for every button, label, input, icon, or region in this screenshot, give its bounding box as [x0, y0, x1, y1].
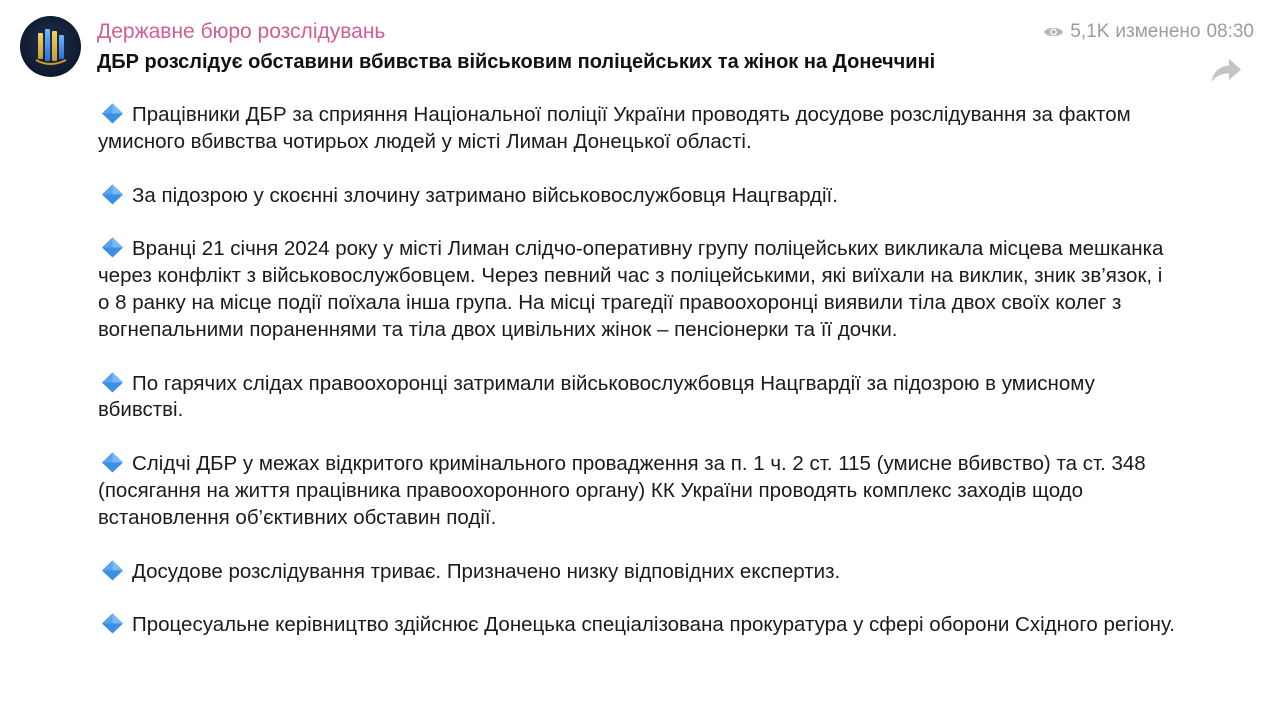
paragraph	[98, 559, 1178, 586]
blue-diamond-icon	[101, 452, 124, 473]
paragraph	[98, 236, 1178, 343]
paragraph-text: Вранці 21 січня 2024 року у місті Лиман слідчо-оперативну групу поліцейських викликала місцева мешканка через конфлікт з військовослужбовцем. Через певний час з поліцейськими, які виїхали на виклик, зник зв’язок, і о 8 ранку на місце події поїхала інша група. На місці трагедії правоохоронці виявили тіла двох своїх колег з вогнепальними пораненнями та тіла двох цивільних жінок – пенсіонерки та її дочки.	[98, 237, 1164, 341]
post-time: 08:30	[1206, 21, 1254, 42]
paragraph-text: Досудове розслідування триває. Призначено низку відповідних експертиз.	[132, 559, 841, 583]
eye-icon	[1043, 25, 1064, 39]
paragraph	[98, 451, 1178, 531]
blue-diamond-icon	[101, 372, 124, 393]
share-arrow-icon	[1210, 58, 1242, 84]
post-title: ДБР розслідує обставини вбивства військовим поліцейських та жінок на Донеччині	[97, 51, 936, 73]
edited-label: изменено	[1115, 21, 1201, 42]
paragraph-text: Слідчі ДБР у межах відкритого кримінального провадження за п. 1 ч. 2 ст. 115 (умисне вбивство) та ст. 348 (посягання на життя працівника правоохоронного органу) КК України проводять комплекс заходів щодо встановлення об’єктивних обставин події.	[98, 452, 1146, 529]
paragraph-text: За підозрою у скоєнні злочину затримано військовослужбовця Нацгвардії.	[132, 183, 838, 207]
blue-diamond-icon	[101, 237, 124, 258]
views-count: 5,1K	[1070, 21, 1110, 42]
paragraph-text: Працівники ДБР за сприяння Національної поліції України проводять досудове розслідування за фактом умисного вбивства чотирьох людей у місті Лиман Донецької області.	[98, 103, 1131, 153]
paragraph	[98, 183, 1178, 210]
channel-avatar[interactable]	[20, 16, 81, 77]
blue-diamond-icon	[101, 184, 124, 205]
paragraph-text: По гарячих слідах правоохоронці затримали військовослужбовця Нацгвардії за підозрою в умисному вбивстві.	[98, 371, 1095, 422]
channel-name[interactable]: Державне бюро розслідувань	[97, 20, 386, 43]
paragraph	[98, 612, 1178, 639]
paragraph	[98, 371, 1178, 425]
blue-diamond-icon	[101, 103, 124, 124]
dbr-logo-icon	[20, 16, 81, 77]
post-body	[98, 102, 1178, 666]
blue-diamond-icon	[101, 560, 124, 581]
share-button[interactable]	[1207, 55, 1245, 87]
post-meta	[1043, 20, 1254, 44]
post-header	[97, 18, 1260, 78]
paragraph	[98, 102, 1178, 156]
paragraph-text: Процесуальне керівництво здійснює Донецька спеціалізована прокуратура у сфері оборони Східного регіону.	[132, 613, 1175, 637]
blue-diamond-icon	[101, 613, 124, 634]
